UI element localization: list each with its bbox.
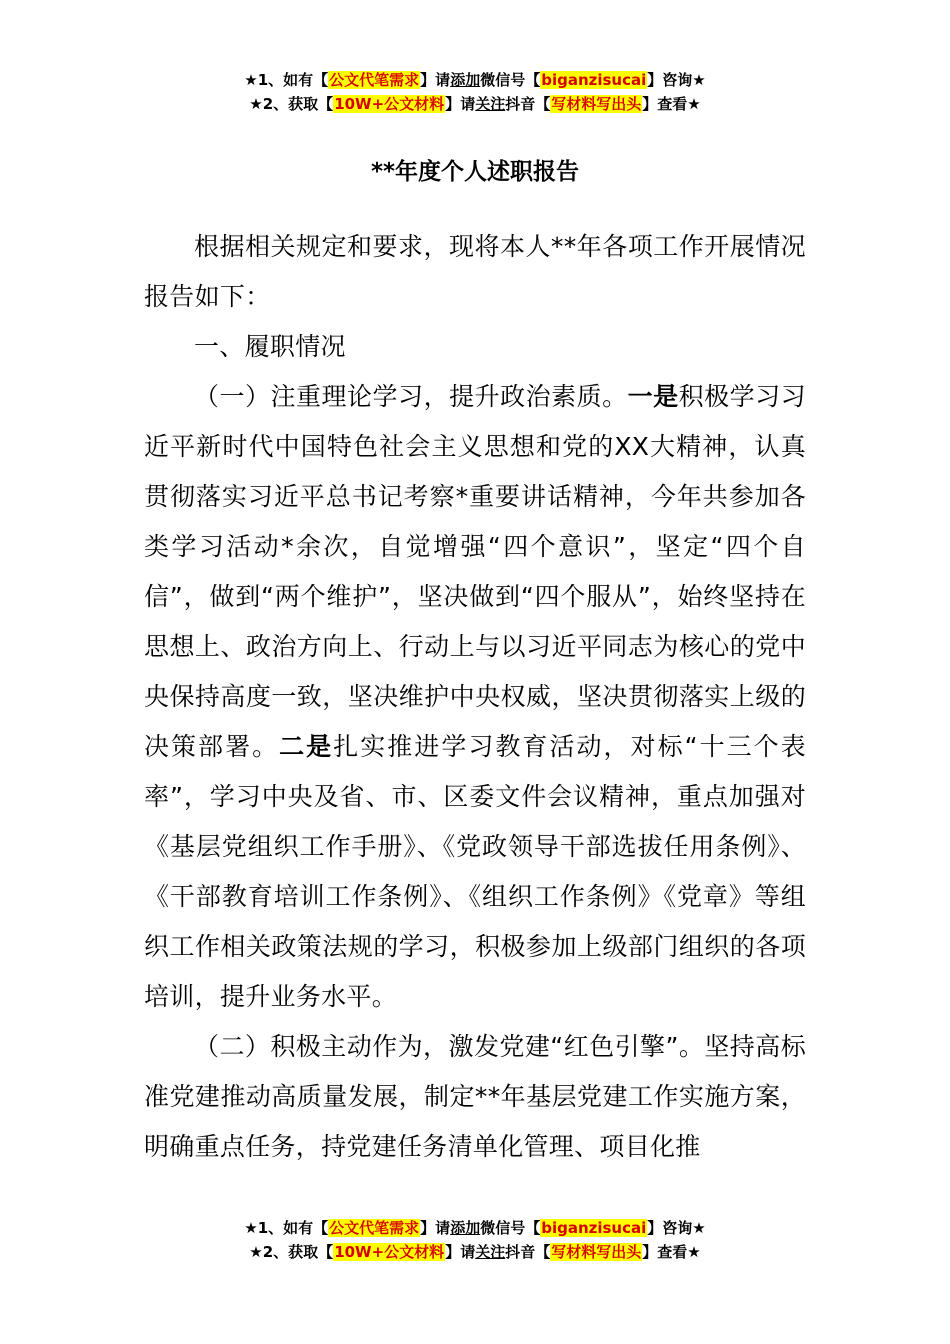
banner-text: 微信号【 [480,1219,541,1237]
banner-highlight: biganzisucai [541,71,647,89]
banner-line-2 [0,1240,950,1264]
bold-marker: 一是 [627,382,679,411]
banner-underline: 添加 [450,71,481,89]
banner-highlight: 10W+公文材料 [334,1243,445,1261]
banner-text: ★2、获取【 [249,1243,334,1261]
banner-text: 】咨询★ [647,71,706,89]
paragraph-lead: （二）积极主动作为，激发党建“红色引擎”。 [194,1032,705,1061]
document-title: **年度个人述职报告 [370,159,580,185]
paragraph-text: 坚持高标准党建推动高质量发展，制定**年基层党建工作实施方案，明确重点任务，持党建任务清单化管理、项目化推 [144,1032,806,1161]
banner-highlight: biganzisucai [541,1219,647,1237]
banner-text: 抖音【 [505,95,551,113]
section-heading: 一、履职情况 [194,332,346,361]
banner-text: 】查看★ [642,1243,701,1261]
banner-line-1 [0,1216,950,1240]
bold-marker: 二是 [279,732,334,761]
banner-text: ★2、获取【 [249,95,334,113]
banner-highlight: 写材料写出头 [551,95,642,113]
banner-underline: 关注 [475,95,506,113]
banner-text: 】请 [445,95,476,113]
header-banner [0,68,950,116]
paragraph-1 [144,372,806,1022]
paragraph-lead: （一）注重理论学习，提升政治素质。 [194,382,628,411]
banner-highlight: 写材料写出头 [551,1243,642,1261]
banner-text: ★1、如有【 [244,1219,329,1237]
footer-banner [0,1216,950,1264]
banner-line-2 [0,92,950,116]
banner-underline: 关注 [475,1243,506,1261]
banner-underline: 添加 [450,1219,481,1237]
paragraph-text: 积极学习习近平新时代中国特色社会主义思想和党的XX大精神，认真贯彻落实习近平总书记考察*重要讲话精神，今年共参加各类学习活动*余次，自觉增强“四个意识”，坚定“四个自信”，做到“两个维护”，坚决做到“四个服从”，始终坚持在思想上、政治方向上、行动上与以习近平同志为核心的党中央保持高度一致，坚决维护中央权威，坚决贯彻落实上级的决策部署。 [144,382,806,761]
banner-text: 】请 [420,71,451,89]
document-body [144,222,806,1172]
paragraph-2 [144,1022,806,1172]
intro-paragraph: 根据相关规定和要求，现将本人**年各项工作开展情况报告如下： [144,232,806,311]
banner-text: 抖音【 [505,1243,551,1261]
banner-text: 】请 [420,1219,451,1237]
banner-line-1 [0,68,950,92]
banner-highlight: 公文代笔需求 [329,71,420,89]
paragraph-text: 扎实推进学习教育活动，对标“十三个表率”，学习中央及省、市、区委文件会议精神，重点加强对《基层党组织工作手册》、《党政领导干部选拔任用条例》、《干部教育培训工作条例》、《组织工作条例》《党章》等组织工作相关政策法规的学习，积极参加上级部门组织的各项培训，提升业务水平。 [144,732,806,1011]
banner-text: ★1、如有【 [244,71,329,89]
banner-highlight: 10W+公文材料 [334,95,445,113]
banner-highlight: 公文代笔需求 [329,1219,420,1237]
banner-text: 】查看★ [642,95,701,113]
banner-text: 微信号【 [480,71,541,89]
banner-text: 】咨询★ [647,1219,706,1237]
banner-text: 】请 [445,1243,476,1261]
